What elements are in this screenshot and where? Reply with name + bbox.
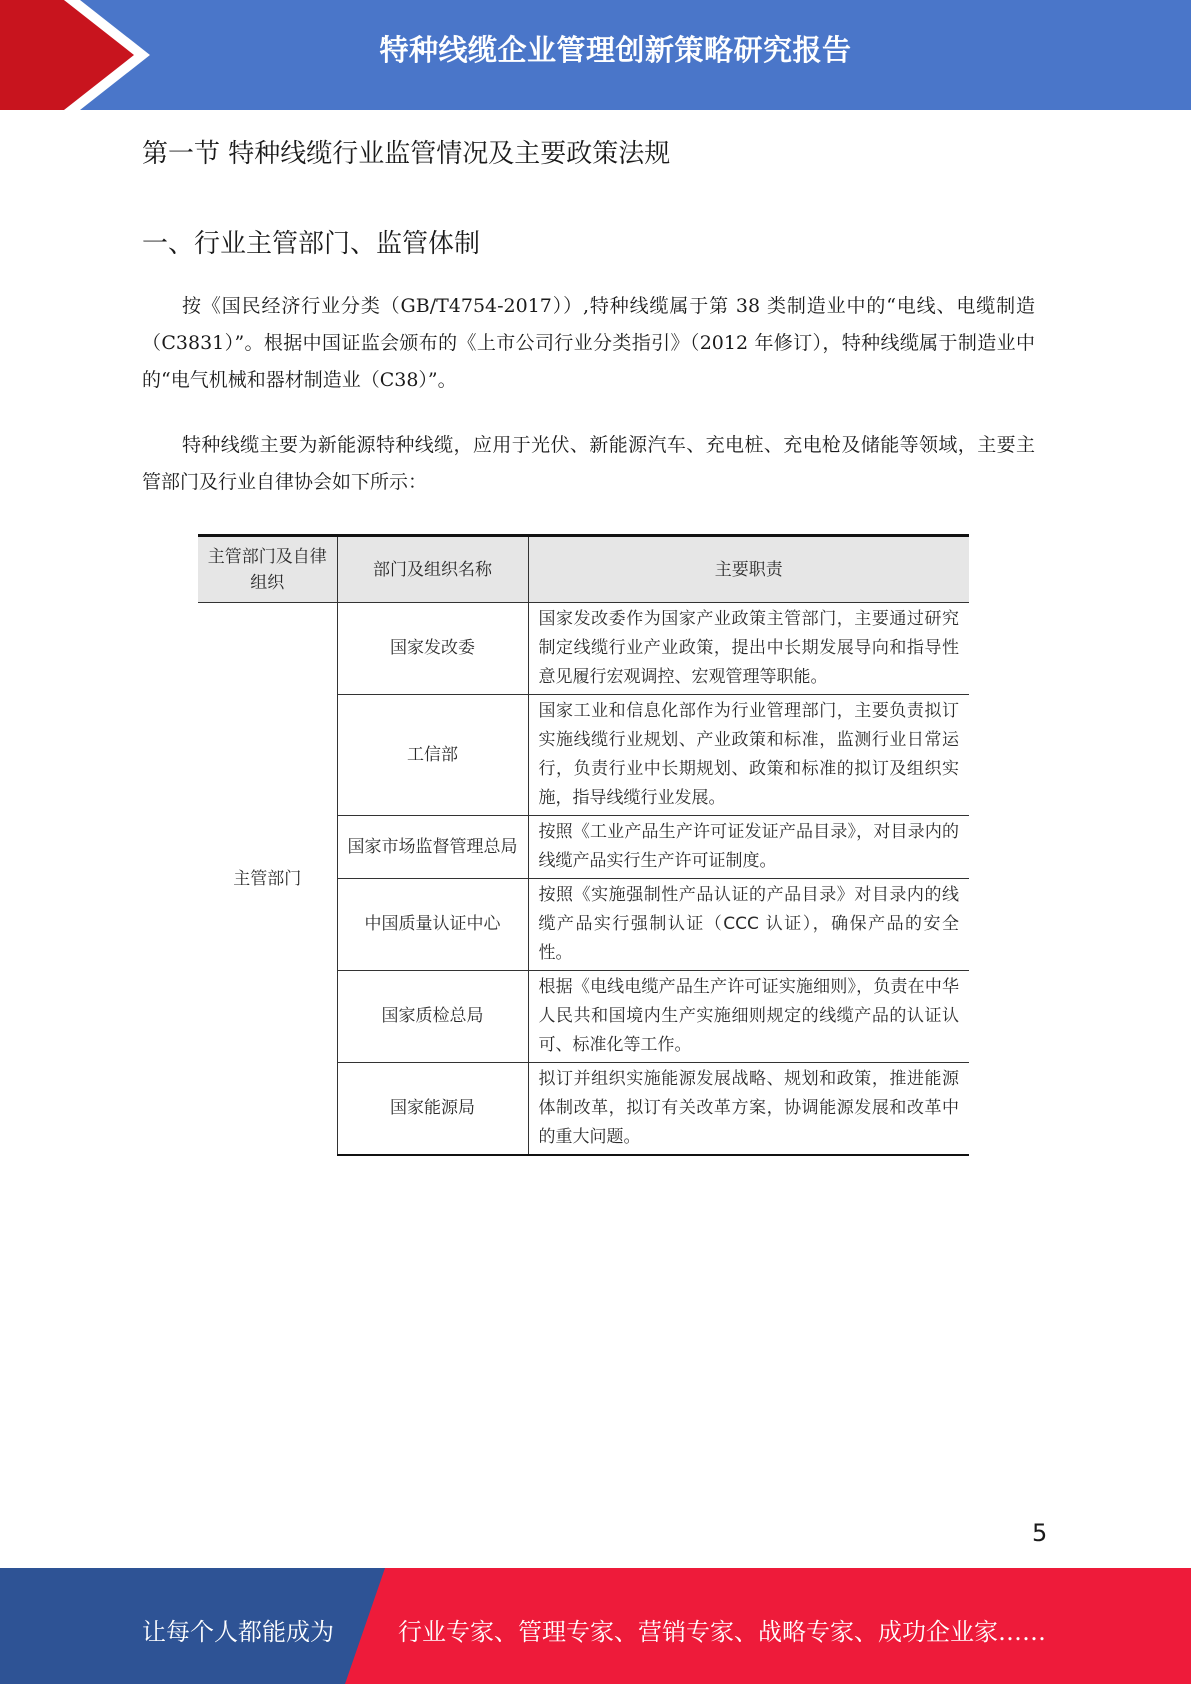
section-heading: 第一节 特种线缆行业监管情况及主要政策法规 — [142, 139, 671, 169]
duty-cell: 根据《电线电缆产品生产许可证实施细则》，负责在中华人民共和国境内生产实施细则规定的线缆产品的认证认可、标准化等工作。 — [528, 971, 969, 1063]
paragraph-authorities-intro: 特种线缆主要为新能源特种线缆，应用于光伏、新能源汽车、充电桩、充电枪及储能等领域，主要主管部门及行业自律协会如下所示： — [142, 434, 1035, 493]
header-org-name: 部门及组织名称 — [337, 536, 528, 603]
header-category: 主管部门及自律组织 — [198, 536, 337, 603]
page-number: 5 — [1032, 1519, 1048, 1547]
org-name-cell: 国家能源局 — [337, 1063, 528, 1156]
report-title: 特种线缆企业管理创新策略研究报告 — [379, 33, 852, 67]
org-name-cell: 工信部 — [337, 695, 528, 816]
duty-cell: 国家发改委作为国家产业政策主管部门，主要通过研究制定线缆行业产业政策，提出中长期发展导向和指导性意见履行宏观调控、宏观管理等职能。 — [528, 603, 969, 695]
duty-cell: 按照《实施强制性产品认证的产品目录》对目录内的线缆产品实行强制认证（CCC 认证），确保产品的安全性。 — [528, 879, 969, 971]
paragraph-industry-classification: 按《国民经济行业分类（GB/T4754-2017））,特种线缆属于第 38 类制造业中的“电线、电缆制造（C3831）”。根据中国证监会颁布的《上市公司行业分类指引》（2012 年修订），特种线缆属于制造业中的“电气机械和器材制造业（C38）”。 — [142, 295, 1035, 391]
footer-slogan-left: 让每个人都能成为 — [142, 1618, 334, 1646]
org-name-cell: 国家质检总局 — [337, 971, 528, 1063]
subsection-heading: 一、行业主管部门、监管体制 — [142, 229, 481, 259]
duty-cell: 国家工业和信息化部作为行业管理部门，主要负责拟订实施线缆行业规划、产业政策和标准，监测行业日常运行，负责行业中长期规划、政策和标准的拟订及组织实施，指导线缆行业发展。 — [528, 695, 969, 816]
footer-slogan-right: 行业专家、管理专家、营销专家、战略专家、成功企业家…… — [398, 1618, 1046, 1646]
org-name-cell: 中国质量认证中心 — [337, 879, 528, 971]
page-footer — [0, 1568, 1191, 1684]
org-name-cell: 国家发改委 — [337, 603, 528, 695]
page-header — [0, 0, 1191, 110]
regulatory-authorities-table — [198, 534, 969, 1156]
duty-cell: 按照《工业产品生产许可证发证产品目录》，对目录内的线缆产品实行生产许可证制度。 — [528, 816, 969, 879]
header-duty: 主要职责 — [528, 536, 969, 603]
org-name-cell: 国家市场监督管理总局 — [337, 816, 528, 879]
table-header-row — [198, 536, 969, 603]
table-row — [198, 603, 969, 695]
duty-cell: 拟订并组织实施能源发展战略、规划和政策，推进能源体制改革，拟订有关改革方案，协调能源发展和改革中的重大问题。 — [528, 1063, 969, 1156]
category-cell: 主管部门 — [198, 603, 337, 1156]
